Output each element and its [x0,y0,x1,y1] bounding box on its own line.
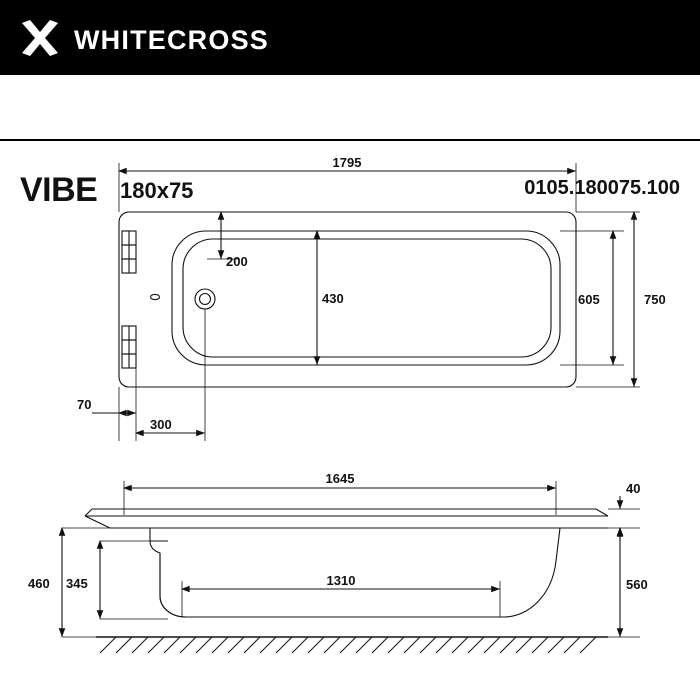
dim-inner-bottom-length: 1310 [326,573,356,588]
dim-height-to-rim: 460 [28,576,50,591]
dim-inner-depth: 345 [66,576,88,591]
dim-drain-offset: 200 [226,254,248,269]
dim-edge-offset: 70 [77,397,92,412]
brand-name: WHITECROSS [74,25,270,55]
product-sku: 0105.180075.100 [524,177,680,199]
dim-inner-width: 605 [578,292,600,307]
product-size: 180x75 [120,178,194,203]
dim-rim-thickness: 40 [626,481,641,496]
x-cross-logo-icon [20,19,60,57]
dim-overall-length: 1795 [332,155,362,170]
product-model: VIBE [20,171,98,209]
dim-drain-from-end: 300 [150,417,172,432]
dim-total-height: 560 [626,577,648,592]
technical-drawing [0,141,700,700]
dim-overall-width: 750 [644,292,666,307]
header-bar [0,0,700,75]
dim-inner-length-offset: 430 [322,291,344,306]
dim-top-length: 1645 [325,471,355,486]
